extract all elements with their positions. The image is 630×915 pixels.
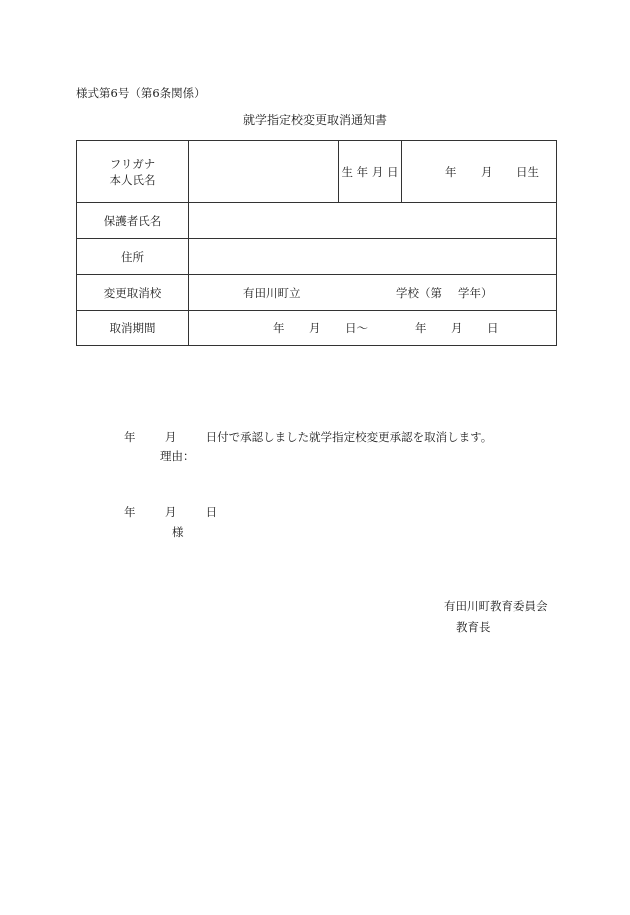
address-label: 住所	[77, 239, 189, 275]
issuer-board: 有田川町教育委員会	[444, 599, 548, 613]
furigana-label: フリガナ	[109, 156, 156, 171]
student-name-label: 本人氏名	[109, 172, 156, 187]
school-suffix: 学校（第	[396, 285, 442, 300]
notice-sentence	[124, 429, 492, 445]
row-guardian	[77, 203, 557, 239]
guardian-name-field[interactable]	[189, 203, 557, 239]
address-field[interactable]	[189, 239, 557, 275]
form-number: 様式第6号（第6条関係）	[76, 86, 206, 100]
cancel-period-label: 取消期間	[77, 311, 189, 346]
period-end-month-unit: 月	[451, 321, 463, 335]
cancel-school-label: 変更取消校	[77, 275, 189, 311]
row-student-name	[77, 141, 557, 203]
issuer-title: 教育長	[456, 620, 491, 634]
notice-month-unit: 月	[164, 430, 177, 444]
town-prefix: 有田川町立	[243, 285, 301, 300]
period-start-year-unit: 年	[273, 321, 285, 335]
issue-day-unit: 日	[205, 505, 218, 519]
cancel-school-field[interactable]	[189, 275, 557, 311]
period-end-year-unit: 年	[415, 321, 427, 335]
birth-month-unit: 月	[481, 164, 493, 179]
issue-month-unit: 月	[164, 505, 177, 519]
row-address	[77, 239, 557, 275]
guardian-name-label: 保護者氏名	[77, 203, 189, 239]
reason-label: 理由：	[160, 449, 195, 463]
notice-year-unit: 年	[124, 430, 136, 444]
birthdate-field[interactable]	[402, 141, 557, 203]
issue-year-unit: 年	[124, 505, 136, 519]
notice-text: 日付で承認しました就学指定校変更承認を取消します。	[205, 430, 493, 444]
birth-day-unit: 日生	[516, 164, 539, 179]
grade-suffix: 学年）	[458, 285, 493, 300]
document-title: 就学指定校変更取消通知書	[242, 113, 387, 127]
student-name-field[interactable]	[189, 141, 339, 203]
period-start-day-unit: 日～	[345, 321, 368, 335]
issue-date	[124, 504, 217, 520]
row-cancel-school	[77, 275, 557, 311]
cancel-period-field[interactable]	[189, 311, 557, 346]
period-start-month-unit: 月	[309, 321, 321, 335]
addressee-suffix: 様	[172, 525, 184, 539]
period-end-day-unit: 日	[487, 321, 499, 335]
birthdate-label: 生 年 月 日	[339, 141, 402, 203]
row-cancel-period	[77, 311, 557, 346]
notice-form-table	[76, 140, 557, 346]
birth-year-unit: 年	[445, 164, 457, 179]
student-name-label-cell	[77, 141, 189, 203]
